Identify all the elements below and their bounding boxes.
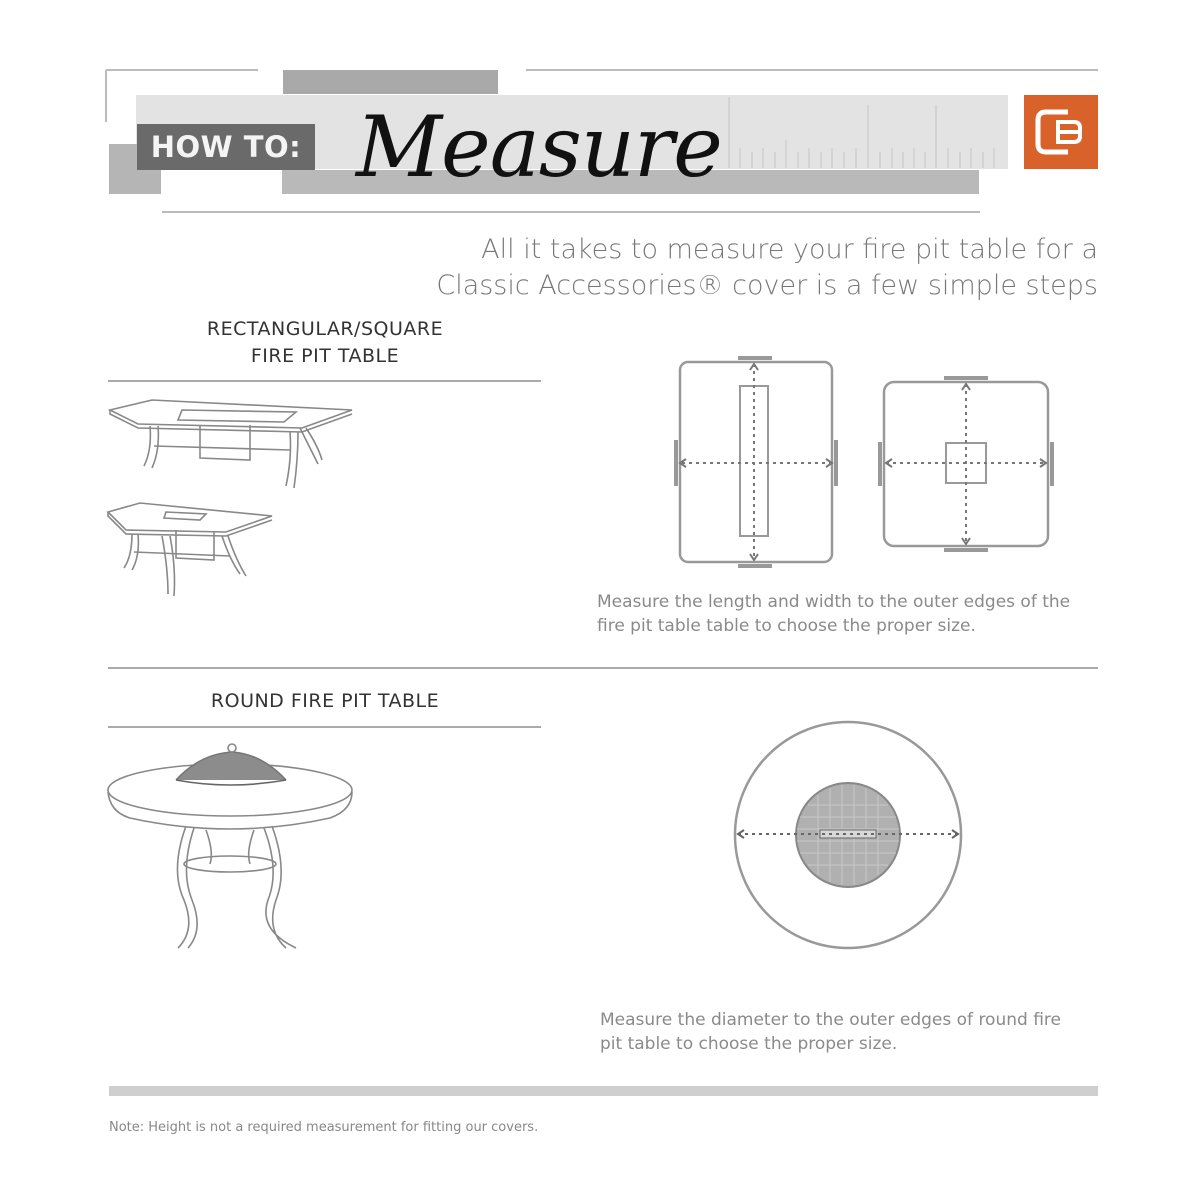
rect-caption bbox=[597, 590, 1070, 638]
square-measure-diagram bbox=[880, 378, 1052, 550]
round-caption-line-1: Measure the diameter to the outer edges of round fire bbox=[600, 1010, 1061, 1030]
round-table-illustration bbox=[108, 744, 352, 948]
round-title-text: ROUND FIRE PIT TABLE bbox=[210, 690, 440, 712]
rect-table-illustration bbox=[110, 400, 352, 488]
round-section-title bbox=[150, 688, 500, 715]
rectangle-measure-diagram bbox=[676, 358, 836, 566]
howto-label: HOW TO: bbox=[137, 124, 315, 170]
square-table-illustration bbox=[108, 503, 272, 596]
intro-line-2: Classic Accessories® cover is a few simple steps bbox=[436, 270, 1098, 301]
rect-title-line-2: FIRE PIT TABLE bbox=[250, 345, 400, 367]
intro-line-1: All it takes to measure your fire pit table for a bbox=[481, 234, 1098, 265]
round-measure-diagram bbox=[735, 722, 961, 948]
round-caption-line-2: pit table to choose the proper size. bbox=[600, 1034, 898, 1054]
rect-caption-line-1: Measure the length and width to the outer edges of the bbox=[597, 592, 1071, 612]
page-title: Measure bbox=[356, 98, 722, 196]
rect-title-line-1: RECTANGULAR/SQUARE bbox=[206, 318, 444, 340]
footer-note: Note: Height is not a required measurement for fitting our covers. bbox=[109, 1120, 539, 1135]
rect-caption-line-2: fire pit table table to choose the proper size. bbox=[597, 616, 976, 636]
round-caption bbox=[600, 1008, 1061, 1056]
